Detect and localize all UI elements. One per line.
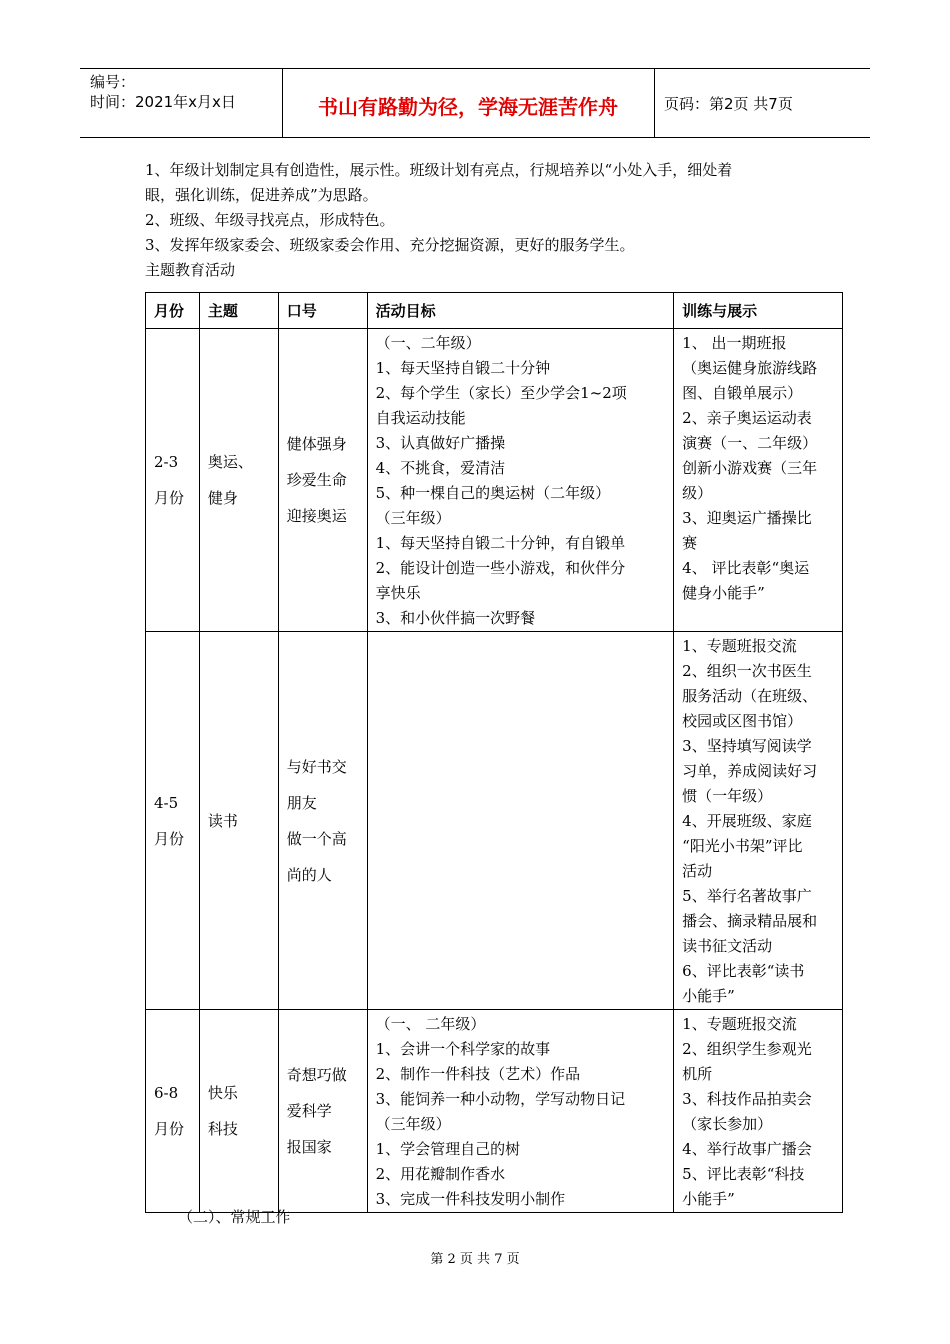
theme-line: 健身	[207, 489, 238, 507]
training-line: （家长参加）	[682, 1115, 773, 1133]
header-page-label: 页码：第2页 共7页	[664, 95, 793, 113]
training-line: 4、举行故事广播会	[682, 1140, 812, 1158]
goal-line: 3、和小伙伴搞一次野餐	[375, 609, 536, 627]
goal-line: 1、每天坚持自锻二十分钟，有自锻单	[375, 534, 626, 552]
table-row	[146, 1010, 843, 1213]
goal-line: （一、二年级）	[375, 334, 481, 352]
table-row	[146, 329, 843, 632]
column-header-month: 月份	[146, 293, 200, 329]
training-line: 4、 评比表彰“奥运	[682, 559, 810, 577]
slogan-cell	[278, 1010, 367, 1213]
theme-cell	[199, 329, 278, 632]
slogan-cell	[278, 632, 367, 1010]
training-line: 2、亲子奥运运动表	[682, 409, 812, 427]
training-line: 读书征文活动	[682, 937, 773, 955]
slogan-line: 爱科学	[286, 1102, 332, 1120]
slogan-line: 做一个高	[286, 829, 347, 848]
training-line: 机所	[682, 1065, 713, 1083]
slogan-line: 报国家	[286, 1138, 332, 1156]
training-line: 习单，养成阅读好习	[682, 762, 818, 780]
training-cell	[674, 632, 843, 1010]
goal-line: 1、会讲一个科学家的故事	[375, 1040, 551, 1058]
training-line: 播会、摘录精品展和	[682, 912, 818, 930]
goal-line: 5、种一棵自己的奥运树（二年级）	[375, 484, 611, 502]
month-cell	[146, 1010, 200, 1213]
column-header-goals: 活动目标	[367, 293, 674, 329]
header-motto-cell	[282, 69, 655, 137]
document-header	[80, 68, 870, 138]
table-caption: 主题教育活动	[145, 261, 236, 279]
training-line: 2、组织一次书医生	[682, 662, 812, 680]
theme-line: 奥运、	[207, 453, 253, 471]
month-range: 2-3	[154, 453, 179, 471]
training-line: （奥运健身旅游线路	[682, 359, 818, 377]
header-left-cell	[80, 69, 283, 137]
training-line: 图、自锻单展示）	[682, 384, 803, 402]
month-unit: 月份	[154, 1120, 185, 1138]
slogan-line: 尚的人	[286, 865, 332, 884]
training-line: 1、专题班报交流	[682, 637, 797, 655]
slogan-line: 迎接奥运	[286, 507, 347, 525]
table-row	[146, 632, 843, 1010]
slogan-line: 朋友	[286, 793, 317, 812]
theme-line: 快乐	[207, 1084, 238, 1102]
theme-line: 读书	[207, 811, 238, 830]
goal-line: 2、能设计创造一些小游戏，和伙伴分	[375, 559, 626, 577]
month-cell	[146, 632, 200, 1010]
goal-line: 2、制作一件科技（艺术）作品	[375, 1065, 581, 1083]
training-line: 活动	[682, 862, 713, 880]
training-line: 3、迎奥运广播操比	[682, 509, 812, 527]
training-line: 2、组织学生参观光	[682, 1040, 812, 1058]
goal-line: 1、学会管理自己的树	[375, 1140, 521, 1158]
theme-cell	[199, 1010, 278, 1213]
training-line: 小能手”	[682, 987, 735, 1005]
training-line: 1、 出一期班报	[682, 334, 787, 352]
training-line: 小能手”	[682, 1190, 735, 1208]
training-line: 创新小游戏赛（三年	[682, 459, 818, 477]
intro-line: 1、年级计划制定具有创造性，展示性。班级计划有亮点，行规培养以“小处入手，细处着	[145, 161, 733, 179]
slogan-line: 奇想巧做	[286, 1066, 347, 1084]
intro-line: 3、发挥年级家委会、班级家委会作用、充分挖掘资源，更好的服务学生。	[145, 236, 635, 254]
training-line: “阳光小书架”评比	[682, 837, 803, 855]
page-footer: 第 2 页 共 7 页	[430, 1252, 520, 1267]
slogan-cell	[278, 329, 367, 632]
month-cell	[146, 329, 200, 632]
intro-line: 2、班级、年级寻找亮点，形成特色。	[145, 211, 395, 229]
goal-line: （三年级）	[375, 1115, 451, 1133]
goal-line: 3、完成一件科技发明小制作	[375, 1190, 566, 1208]
intro-text	[145, 158, 825, 283]
column-header-theme: 主题	[199, 293, 278, 329]
goal-line: 享快乐	[375, 584, 421, 602]
month-range: 6-8	[154, 1084, 179, 1102]
goals-cell	[367, 1010, 674, 1213]
training-line: 3、科技作品拍卖会	[682, 1090, 812, 1108]
goal-line: 1、每天坚持自锻二十分钟	[375, 359, 551, 377]
column-header-slogan: 口号	[278, 293, 367, 329]
table-header-row	[146, 293, 843, 329]
training-line: 赛	[682, 534, 698, 552]
goal-line: （一、 二年级）	[375, 1015, 486, 1033]
header-right-cell	[654, 69, 870, 137]
goal-line: 3、认真做好广播操	[375, 434, 506, 452]
column-header-training: 训练与展示	[674, 293, 843, 329]
goal-line: （三年级）	[375, 509, 451, 527]
training-line: 健身小能手”	[682, 584, 765, 602]
training-line: 1、专题班报交流	[682, 1015, 797, 1033]
goals-cell	[367, 329, 674, 632]
training-line: 级）	[682, 484, 713, 502]
training-line: 校园或区图书馆）	[682, 712, 803, 730]
training-line: 5、评比表彰“科技	[682, 1165, 805, 1183]
month-range: 4-5	[154, 793, 179, 812]
goals-cell	[367, 632, 674, 1010]
training-line: 6、评比表彰“读书	[682, 962, 805, 980]
slogan-line: 珍爱生命	[286, 471, 347, 489]
training-line: 服务活动（在班级、	[682, 687, 818, 705]
training-line: 4、开展班级、家庭	[682, 812, 812, 830]
goal-line: 3、能饲养一种小动物，学写动物日记	[375, 1090, 626, 1108]
theme-cell	[199, 632, 278, 1010]
training-line: 惯（一年级）	[682, 787, 773, 805]
header-motto: 书山有路勤为径，学海无涯苦作舟	[318, 95, 618, 119]
document-number-label: 编号：	[90, 73, 136, 91]
month-unit: 月份	[154, 489, 185, 507]
training-cell	[674, 329, 843, 632]
goal-line: 2、用花瓣制作香水	[375, 1165, 506, 1183]
theme-activity-table	[145, 292, 843, 1213]
goal-line: 2、每个学生（家长）至少学会1~2项	[375, 384, 627, 402]
training-line: 演赛（一、二年级）	[682, 434, 818, 452]
training-cell	[674, 1010, 843, 1213]
slogan-line: 与好书交	[286, 757, 347, 776]
training-line: 5、举行名著故事广	[682, 887, 812, 905]
theme-line: 科技	[207, 1120, 238, 1138]
training-line: 3、坚持填写阅读学	[682, 737, 812, 755]
goal-line: 自我运动技能	[375, 409, 466, 427]
section-title-routine-work: （二）、常规工作	[178, 1208, 291, 1226]
month-unit: 月份	[154, 829, 185, 848]
intro-line: 眼，强化训练，促进养成”为思路。	[145, 186, 378, 204]
slogan-line: 健体强身	[286, 435, 347, 453]
document-time-label: 时间：2021年x月x日	[90, 93, 236, 111]
goal-line: 4、不挑食，爱清洁	[375, 459, 506, 477]
